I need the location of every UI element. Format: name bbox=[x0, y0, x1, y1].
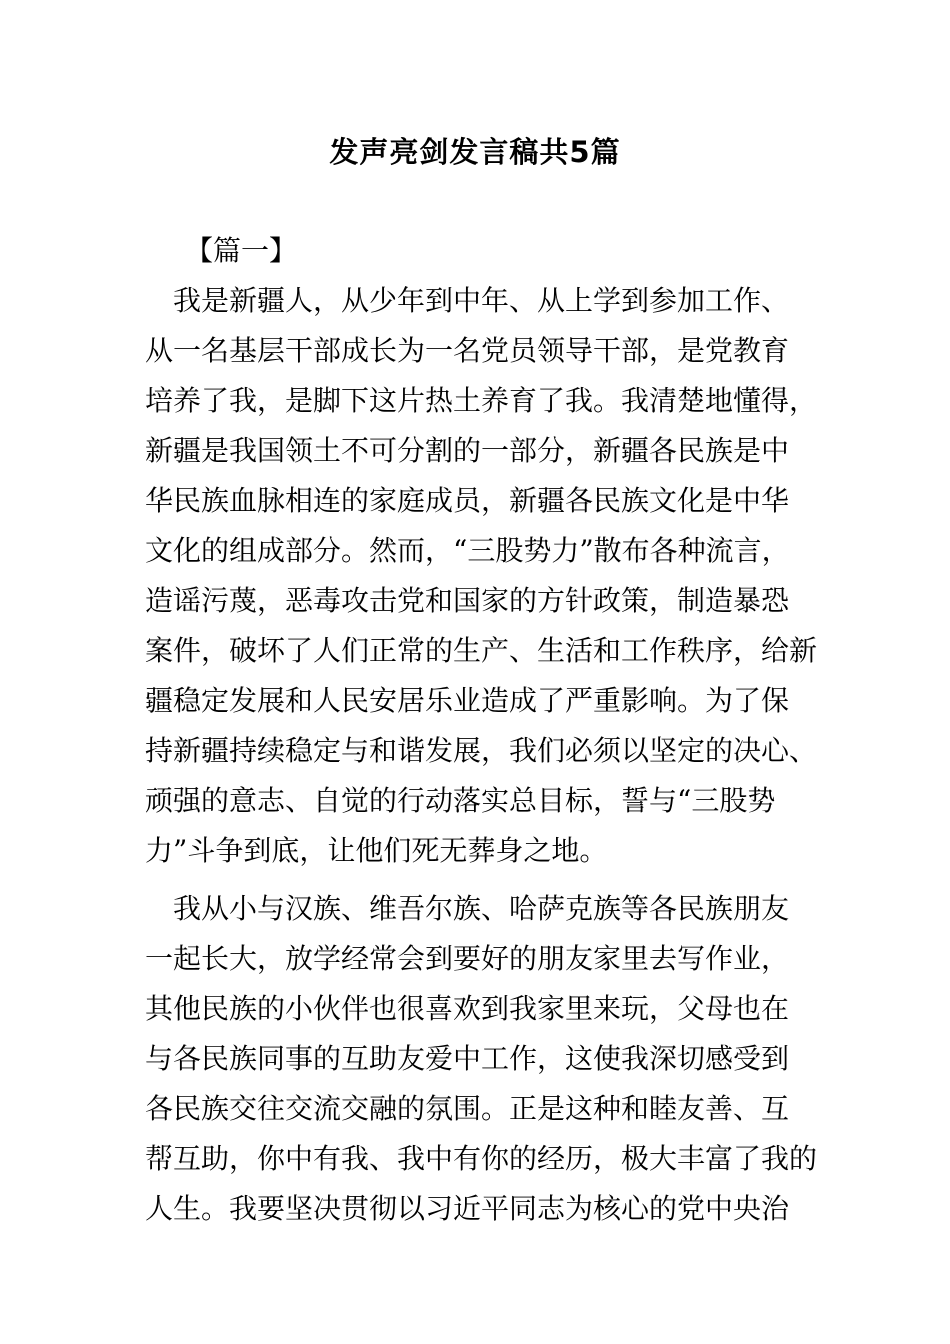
text-line: 人生。我要坚决贯彻以习近平同志为核心的党中央治 bbox=[145, 1192, 790, 1225]
document-body bbox=[145, 226, 825, 1234]
text-line: 帮互助，你中有我、我中有你的经历，极大丰富了我的 bbox=[145, 1142, 818, 1175]
text-line: 造谣污蔑，恶毒攻击党和国家的方针政策，制造暴恐 bbox=[145, 584, 790, 617]
text-line: 其他民族的小伙伴也很喜欢到我家里来玩，父母也在 bbox=[145, 992, 790, 1025]
text-line: 培养了我，是脚下这片热土养育了我。我清楚地懂得， bbox=[145, 384, 818, 417]
text-line: 一起长大，放学经常会到要好的朋友家里去写作业， bbox=[145, 942, 790, 975]
document-title: 发声亮剑发言稿共5篇 bbox=[329, 135, 621, 169]
text-line: 各民族交往交流交融的氛围。正是这种和睦友善、互 bbox=[145, 1092, 790, 1125]
text-line: 疆稳定发展和人民安居乐业造成了严重影响。为了保 bbox=[145, 684, 790, 717]
text-line: 与各民族同事的互助友爱中工作，这使我深切感受到 bbox=[145, 1042, 790, 1075]
text-line: 从一名基层干部成长为一名党员领导干部，是党教育 bbox=[145, 334, 790, 367]
paragraph-2 bbox=[145, 884, 825, 1234]
paragraph-1 bbox=[145, 276, 825, 876]
text-line: 我从小与汉族、维吾尔族、哈萨克族等各民族朋友 bbox=[145, 892, 790, 925]
text-line: 文化的组成部分。然而，“三股势力”散布各种流言， bbox=[145, 534, 790, 567]
paragraph-gap bbox=[145, 876, 825, 884]
text-line: 力”斗争到底，让他们死无葬身之地。 bbox=[145, 834, 608, 867]
text-line: 顽强的意志、自觉的行动落实总目标，誓与“三股势 bbox=[145, 784, 776, 817]
text-line: 华民族血脉相连的家庭成员，新疆各民族文化是中华 bbox=[145, 484, 790, 517]
text-line: 新疆是我国领土不可分割的一部分，新疆各民族是中 bbox=[145, 434, 790, 467]
text-line: 持新疆持续稳定与和谐发展，我们必须以坚定的决心、 bbox=[145, 734, 818, 767]
text-line: 我是新疆人，从少年到中年、从上学到参加工作、 bbox=[145, 284, 790, 317]
text-line: 案件，破坏了人们正常的生产、生活和工作秩序，给新 bbox=[145, 634, 818, 667]
section-heading: 【篇一】 bbox=[185, 234, 298, 267]
